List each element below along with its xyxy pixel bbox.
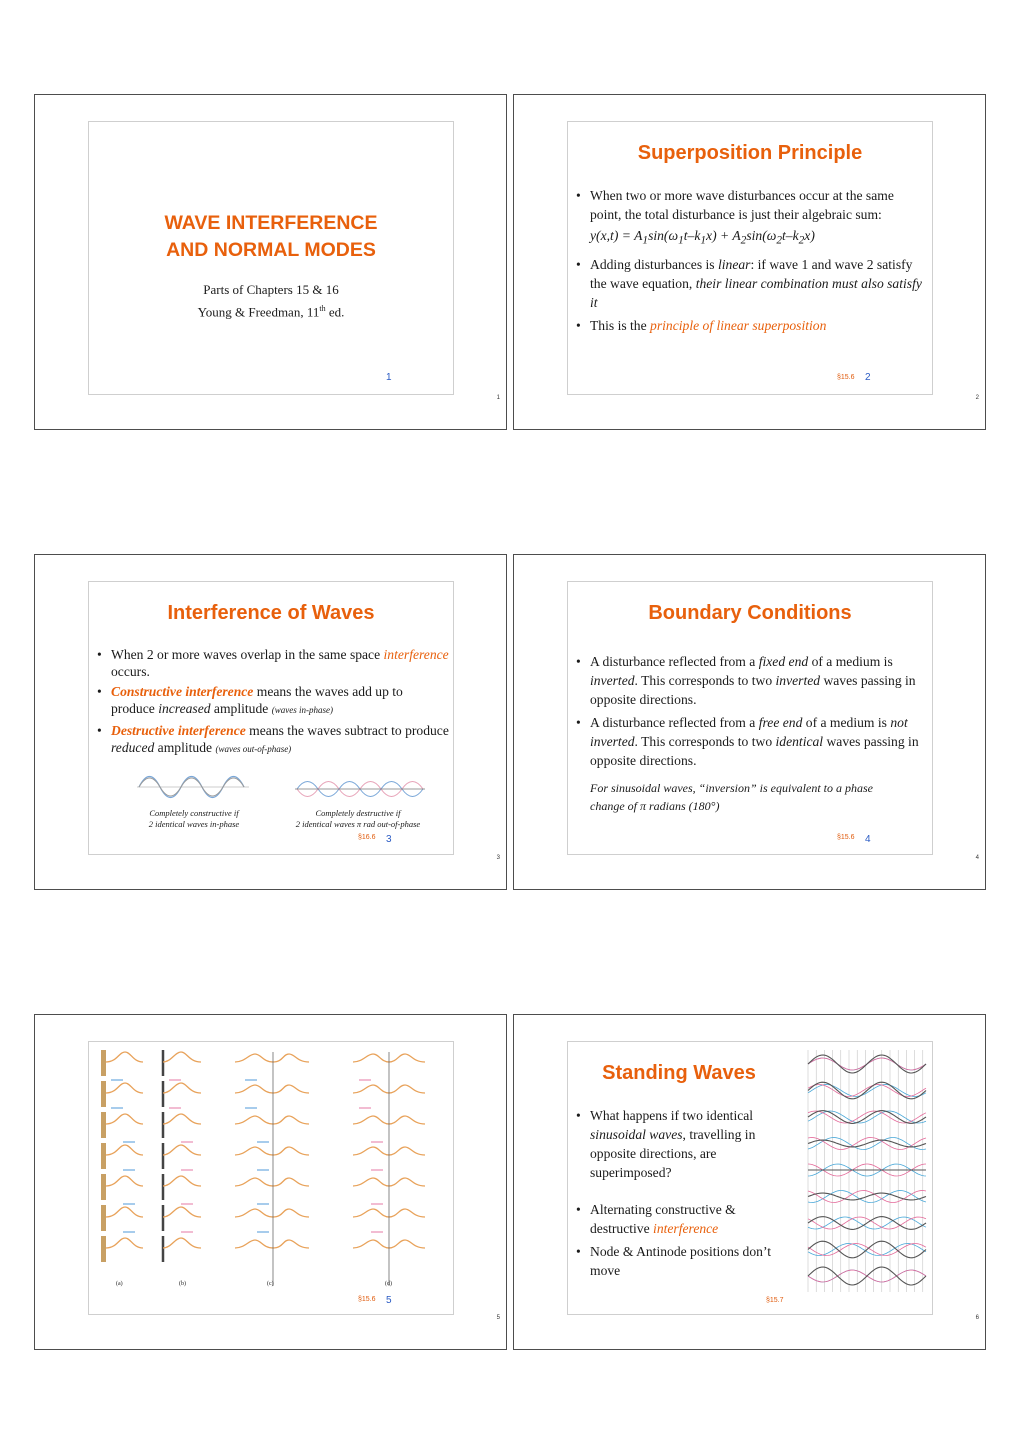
slide-frame-6[interactable] [513,1014,986,1350]
wave-sum [808,1267,926,1285]
subtitle [89,280,453,321]
section-ref: §15.6 [837,834,855,841]
bullet-list [574,652,924,774]
superposition-equation: $y(x,t) = A_1\sin(\omega_1t-k_1x) + A_2\sin(\omega_2t-k_2x)$ [590,228,815,247]
section-ref: §15.6 [358,1296,376,1303]
pulse-b [163,1207,201,1217]
pulse-a [106,1238,143,1248]
slide-frame-4[interactable] [513,554,986,890]
subtitle-line-1: Parts of Chapters 15 & 16 [203,282,339,297]
slide-4 [567,581,933,855]
slide-frame-2[interactable] [513,94,986,430]
reflection-rows [101,1048,425,1262]
pulse-a [106,1114,143,1124]
bullet-1: • A disturbance reflected from a fixed end of a medium is inverted. This corresponds to two inverted waves passing in opposite directions. [574,652,924,709]
pulse-b [163,1052,201,1062]
pulse-c [235,1116,309,1124]
wave-sum [808,1193,926,1200]
wave-sum [808,1055,926,1073]
frame-number: 6 [975,1315,979,1321]
slide-number: 1 [386,372,392,383]
pulse-b [163,1083,201,1093]
caption-constructive: Completely constructive if 2 identical waves in-phase [148,808,240,829]
pulse-a [106,1052,143,1062]
slide-1 [88,121,454,395]
pulse-c [235,1054,309,1062]
frame-number: 4 [975,855,979,861]
slide-number: 5 [386,1295,392,1306]
slide-3 [88,581,454,855]
slide-frame-1[interactable] [34,94,507,430]
bullet-1: • When 2 or more waves overlap in the same space interference occurs. [95,646,449,680]
title-line-2: AND NORMAL MODES [166,239,376,261]
bullet-2: • A disturbance reflected from a free end of a medium is not inverted. This corresponds to two identical waves passing in opposite directions. [574,713,924,770]
pulse-b [163,1114,201,1124]
slide-number: 3 [386,834,392,845]
frame-number: 2 [975,395,979,401]
title-line-1: WAVE INTERFERENCE [164,212,378,234]
caption-destructive: Completely destructive if 2 identical waves π rad out-of-phase [295,808,421,829]
reflection-diagram [95,1048,449,1288]
bullet-2: • Adding disturbances is linear: if wave 1 and wave 2 satisfy the wave equation, their linear combination must also satisfy it [574,255,924,312]
pulse-a [106,1207,143,1217]
subtitle-line-2: Young & Freedman, 11th ed. [197,304,345,320]
constructive-wave-figure [137,770,251,804]
panel-label-a: (a) [116,1281,123,1287]
section-ref: §15.6 [837,374,855,381]
section-ref: §15.7 [766,1297,784,1304]
bullet-1: • When two or more wave disturbances occur at the same point, the total disturbance is just their algebraic sum: $y(x,t) = A_1\sin(\omega_1t-k_1x) + A_2\sin(\omega_2t-k_2x)$ [574,186,924,251]
frame-number: 1 [496,395,500,401]
bullet-3: • This is the principle of linear superposition [574,316,924,335]
wall-a [101,1081,106,1107]
wall-a [101,1174,106,1200]
pulse-c [235,1085,309,1093]
bullet-2: • Alternating constructive & destructive interference [574,1200,789,1238]
panel-label-b: (b) [179,1281,186,1287]
bullet-3: • Destructive interference means the waves subtract to produce reduced amplitude (waves out-of-phase) [95,722,449,758]
bullet-list [95,646,449,762]
slide-frame-3[interactable] [34,554,507,890]
pulse-c [235,1209,309,1217]
slide-2 [567,121,933,395]
wall-a [101,1112,106,1138]
title-slide-heading [89,210,453,264]
bullet-list [574,186,924,339]
slide-title: Superposition Principle [637,142,863,164]
pulse-b [163,1238,201,1248]
frame-number: 3 [496,855,500,861]
pulse-b [163,1176,201,1186]
slide-title: Standing Waves [602,1062,756,1084]
pulse-a [106,1083,143,1093]
pulse-a [106,1176,143,1186]
wall-a [101,1205,106,1231]
slide-6 [567,1041,933,1315]
bullet-2: • Constructive interference means the waves add up to produce increased amplitude (waves in-phase) [95,683,449,719]
standing-wave-diagram [796,1046,930,1298]
bullet-list [574,1106,789,1284]
slide-title: Boundary Conditions [648,602,852,624]
panel-label-c: (c) [267,1281,274,1287]
destructive-wave-figure [295,774,427,804]
wall-a [101,1236,106,1262]
pulse-c [235,1147,309,1155]
pulse-c [235,1178,309,1186]
wall-a [101,1143,106,1169]
slide-number: 2 [865,372,871,383]
panel-label-d: (d) [385,1281,392,1287]
slide-frame-5[interactable] [34,1014,507,1350]
frame-number: 5 [496,1315,500,1321]
pulse-c [235,1240,309,1248]
wave-sum [808,1140,926,1147]
section-ref: §16.6 [358,834,376,841]
standing-wave-rows [808,1050,926,1292]
pulse-b [163,1145,201,1155]
wall-a [101,1050,106,1076]
slide-number: 4 [865,834,871,845]
slide-title: Interference of Waves [167,602,375,624]
bullet-1: • What happens if two identical sinusoidal waves, travelling in opposite directions, are superimposed? [574,1106,789,1182]
inversion-note: For sinusoidal waves, “inversion” is equivalent to a phase change of π radians (180°) [590,781,873,813]
bullet-3: • Node & Antinode positions don’t move [574,1242,789,1280]
pulse-a [106,1145,143,1155]
slide-5 [88,1041,454,1315]
